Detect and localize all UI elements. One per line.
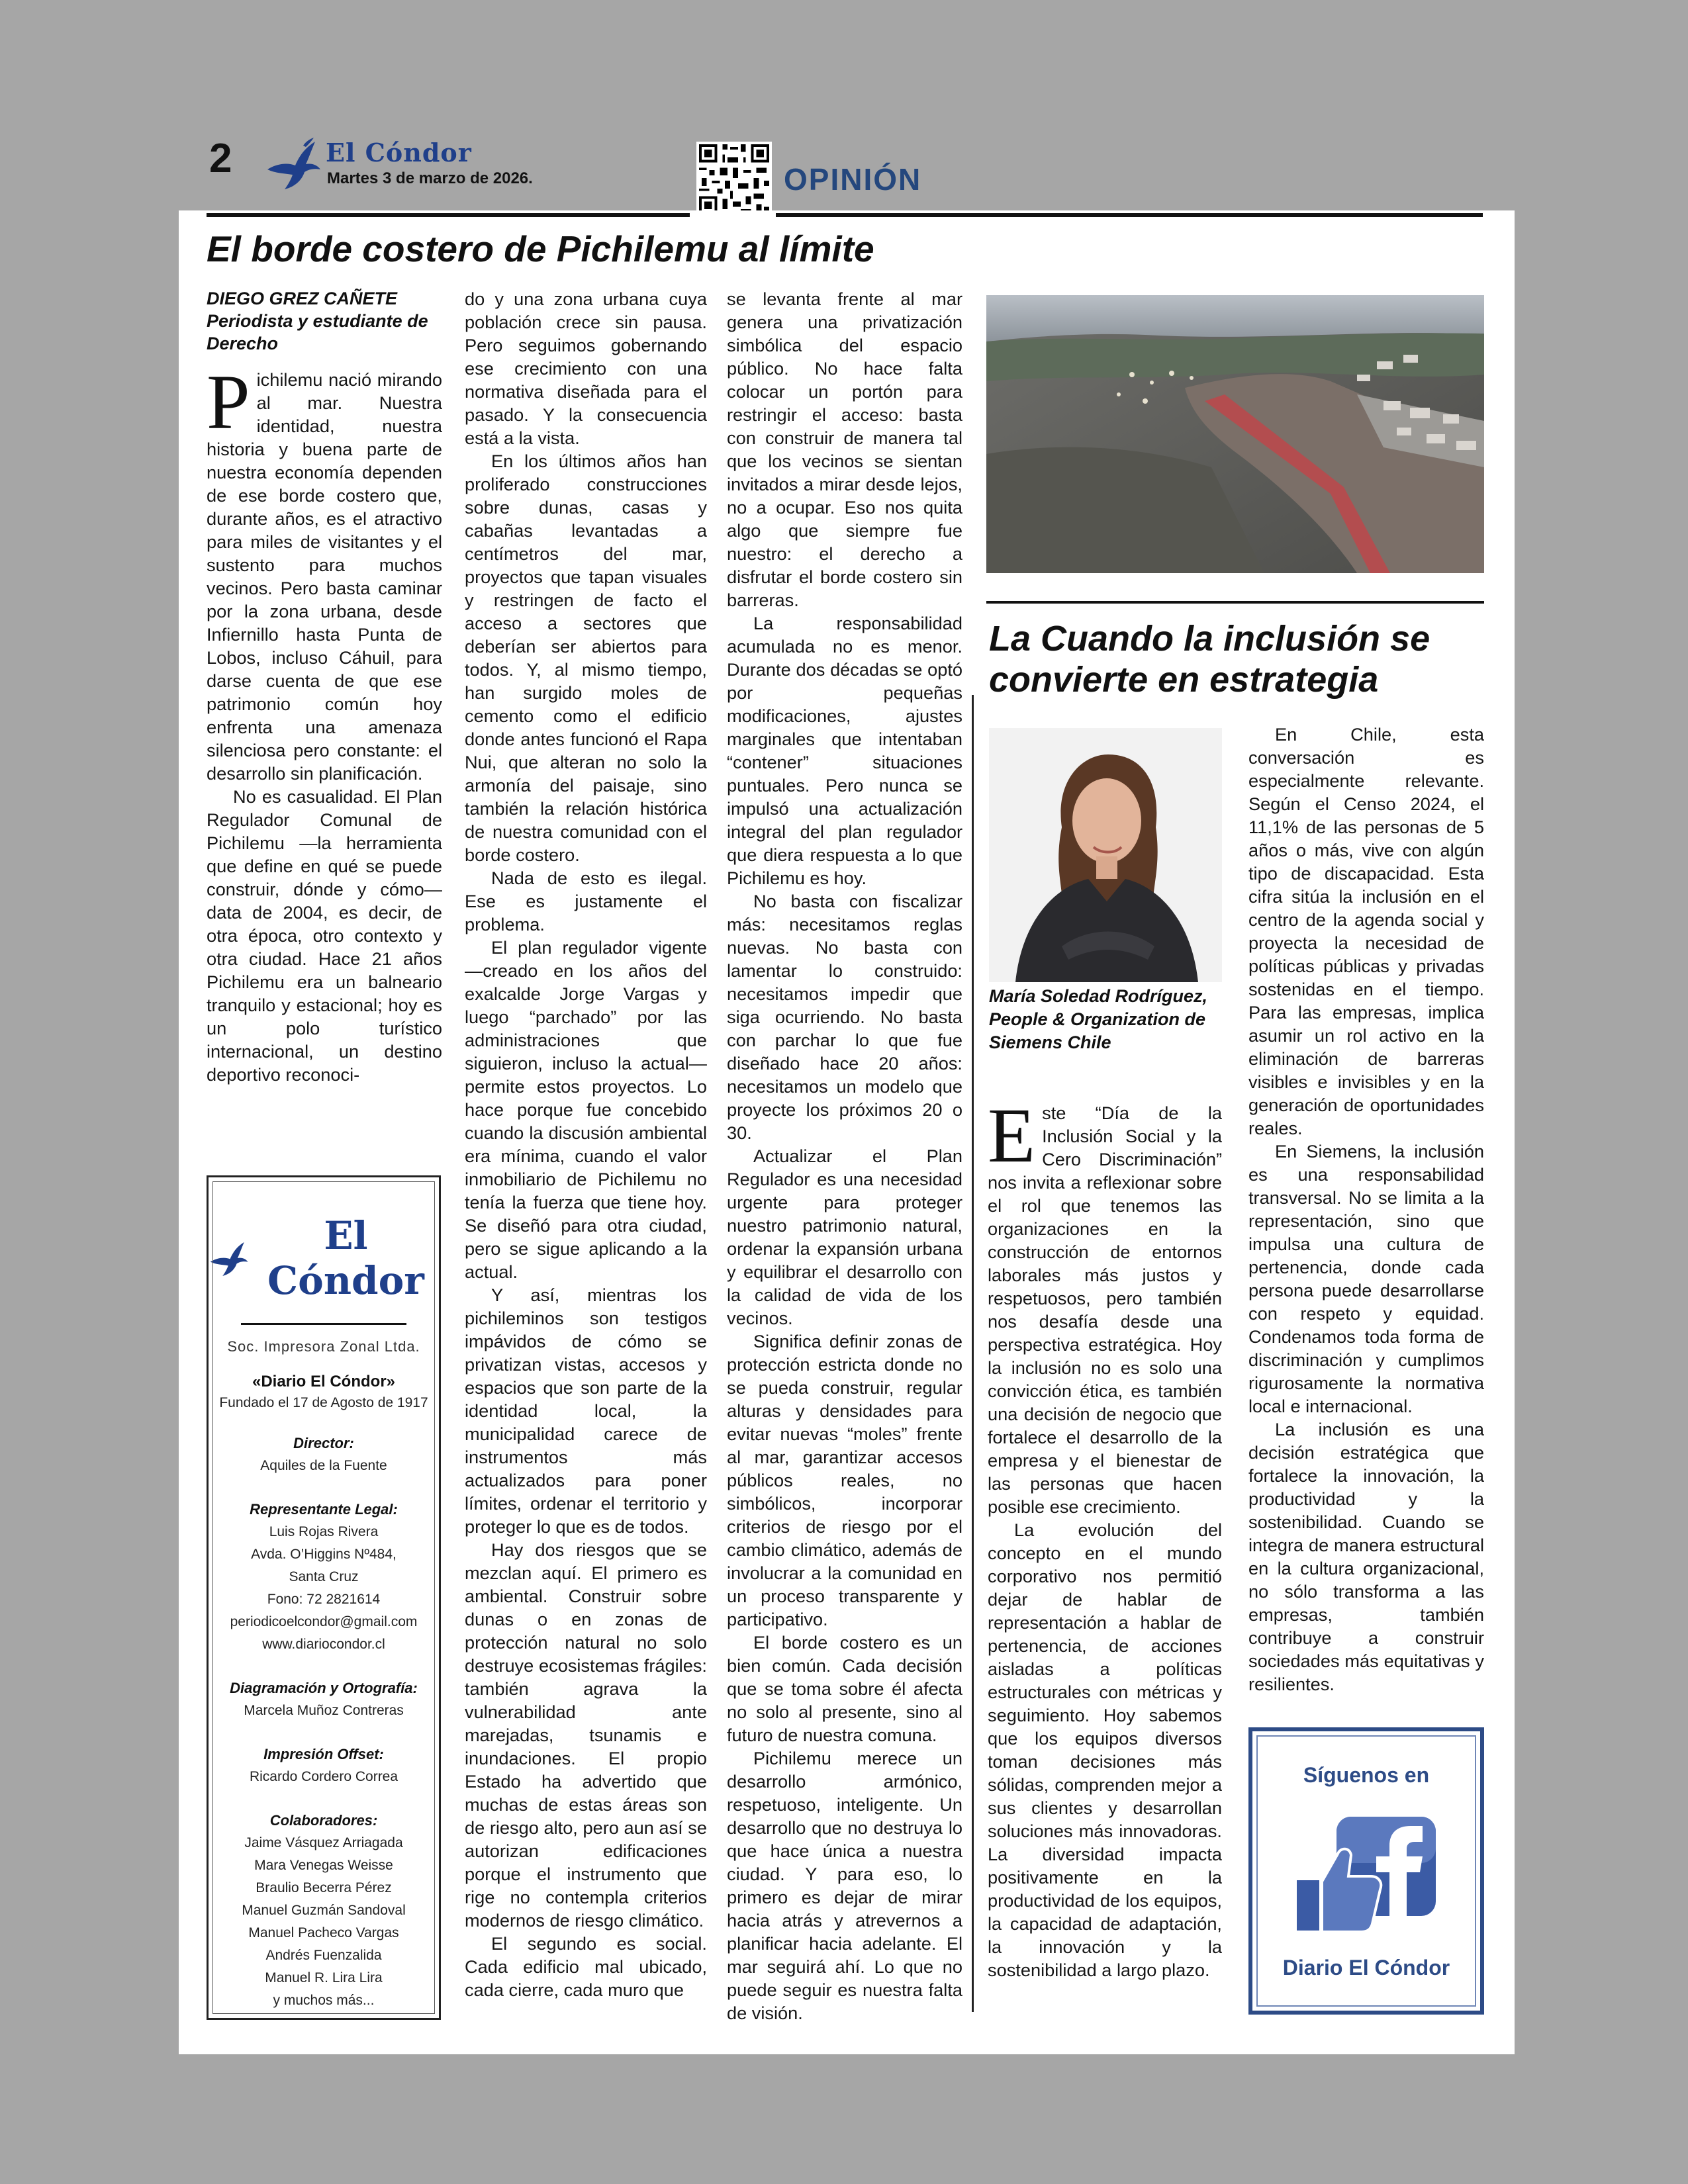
qr-code[interactable] — [696, 142, 772, 217]
article2-column-1 — [988, 1092, 1222, 1981]
masthead-legal-line: Avda. O’Higgins Nº484, — [251, 1547, 397, 1562]
article2-headline: La Cuando la inclusión se convierte en estrategia — [989, 619, 1430, 700]
masthead-box — [207, 1175, 441, 2020]
masthead-legal-line: Luis Rojas Rivera — [269, 1524, 379, 1539]
masthead-divider — [241, 1323, 406, 1325]
masthead-role-label: Diagramación y Ortografía: — [230, 1680, 418, 1696]
facebook-follow-box[interactable] — [1248, 1727, 1484, 2015]
article-paragraph: do y una zona urbana cuya población crece sin pausa. Pero seguimos gobernando ese crecimiento con una normativa diseñada para el pasado. Y la consecuencia está a la vista. — [465, 289, 707, 448]
masthead-collaborator: y muchos más... — [273, 1993, 375, 2008]
top-rule-left — [207, 213, 690, 217]
page-number: 2 — [209, 136, 232, 181]
article-paragraph: En Chile, esta conversación es especialmente relevante. Según el Censo 2024, el 11,1% de las personas de 5 años o más, vive con algún tipo de discapacidad. Esta cifra sitúa la inclusión en el centro de la agenda social y proyecta la necesidad de políticas públicas y privadas sostenidas en el tiempo. Para las empresas, implica asumir un rol activo en la eliminación de barreras visibles e invisibles y en la generación de oportunidades reales. — [1248, 724, 1484, 1138]
article1-headline: El borde costero de Pichilemu al límite — [207, 228, 874, 269]
article-paragraph: La inclusión es una decisión estratégica que fortalece la innovación, la productividad y la sostenibilidad. Cuando se integra de manera estructural en la cultura organizacional, no sólo transforma a las empresas, también contribuye a construir sociedades más equitativas y resilientes. — [1248, 1419, 1484, 1694]
masthead-role-label: Impresión Offset: — [263, 1746, 384, 1762]
masthead-email-link[interactable]: periodicoelcondor@gmail.com — [230, 1614, 418, 1629]
header-brand: El Cóndor — [326, 138, 472, 167]
article2-dropcap: E — [988, 1092, 1036, 1179]
article-paragraph: No basta con fiscalizar más: necesitamos reglas nuevas. No basta con lamentar lo construido: necesitamos impedir que siga ocurriendo. No basta con parchar lo que fue diseñado hace 20 años: necesitamos un modelo que proyecte los próximos 20 o 30. — [727, 891, 962, 1143]
article-paragraph: La evolución del concepto en el mundo corporativo nos permitió dejar de hablar de representación a hablar de pertenencia, de acciones aisladas a políticas estructurales con métricas y seguimiento. Hoy sabemos que los equipos diversos toman decisiones más sólidas, comprenden mejor a sus clientes y desarrollan soluciones más innovadoras. La diversidad impacta positivamente en la productividad de los equipos, la capacidad de adaptación, la innovación y la sostenibilidad a largo plazo. — [988, 1520, 1222, 1980]
masthead-collaborator: Andrés Fuenzalida — [265, 1948, 382, 1963]
article2-column-2 — [1248, 723, 1484, 1696]
article1-column-3 — [727, 287, 962, 2025]
masthead-collaborator: Manuel Pacheco Vargas — [248, 1925, 399, 1940]
masthead-paper-name: «Diario El Cóndor» — [252, 1373, 396, 1390]
author-portrait-photo — [989, 728, 1222, 982]
masthead-website-link[interactable]: www.diariocondor.cl — [262, 1637, 385, 1652]
portrait-caption: María Soledad Rodríguez, People & Organization de Siemens Chile — [989, 986, 1208, 1052]
masthead-collaborator: Braulio Becerra Pérez — [256, 1880, 392, 1895]
article-paragraph: Pichilemu merece un desarrollo armónico, respetuoso, inteligente. Un desarrollo que no destruya lo que hace única a nuestra ciudad. Y para eso, lo primero es dejar de mirar hacia atrás y atrevernos a planificar hacia adelante. El mar seguirá ahí. Lo que no puede seguir es nuestra falta de visión. — [727, 1748, 962, 2023]
article1-byline — [207, 287, 442, 355]
masthead-legal-line: Santa Cruz — [289, 1569, 359, 1584]
article-paragraph: En Siemens, la inclusión es una responsabilidad transversal. No se limita a la representación, sino que impulsa una cultura de pertenencia, donde cada persona puede desarrollarse con respeto y equidad. Condenamos toda forma de discriminación y cumplimos rigurosamente la normativa local e internacional. — [1248, 1141, 1484, 1416]
facebook-page-name: Diario El Cóndor — [1282, 1956, 1450, 1979]
article1-column-1 — [207, 287, 442, 1086]
article-paragraph: El plan regulador vigente —creado en los años del exalcalde Jorge Vargas y luego “parchado” por las administraciones que siguieron, incluso la actual— permite estos proyectos. Lo hace porque fue concebido cuando la discusión ambiental era mínima, cuando el valor inmobiliario de Pichilemu no tenía la fuerza que tiene hoy. Se diseñó para otra ciudad, pero se sigue aplicando a la actual. — [465, 937, 707, 1282]
masthead-collaborator: Jaime Vásquez Arriagada — [244, 1835, 403, 1850]
masthead-collaborator: Manuel R. Lira Lira — [265, 1970, 383, 1985]
article-paragraph: En los últimos años han proliferado construcciones sobre dunas, casas y cabañas levantadas a centímetros del mar, proyectos que tapan visuales y restringen de facto el acceso a sectores que deberían ser abiertos para todos. Y, al mismo tiempo, han surgido moles de cemento como el edificio donde antes funcionó el Rapa Nui, que alteran no solo la armonía del paisaje, sino también la relación histórica de nuestra comunidad con el borde costero. — [465, 451, 707, 865]
masthead-founded: Fundado el 17 de Agosto de 1917 — [219, 1395, 428, 1410]
article1-author: DIEGO GREZ CAÑETE — [207, 289, 398, 308]
article1-dropcap: P — [207, 359, 250, 445]
article-paragraph: El borde costero es un bien común. Cada decisión que se toma sobre él afecta no solo al presente, sino al futuro de nuestra comuna. — [727, 1632, 962, 1745]
condor-logo-icon — [265, 136, 322, 192]
masthead-logo — [209, 1213, 439, 1303]
masthead-role-label: Director: — [293, 1435, 354, 1451]
article2-lead-paragraph: Este “Día de la Inclusión Social y la Cero Discriminación” nos invita a reflexionar sobre el rol que tenemos las organizaciones en la construcción de entornos laborales más justos y respetuosos, pero también nos desafía desde una perspectiva estratégica. Hoy la inclusión no es solo una convicción ética, es también una decisión de negocio que fortalece el desarrollo de la empresa y el bienestar de las personas que hacen posible ese crecimiento. — [988, 1092, 1222, 1517]
masthead-role-label: Colaboradores: — [269, 1812, 378, 1829]
article1-author-role: Periodista y estudiante de Derecho — [207, 311, 428, 353]
masthead-layout: Marcela Muñoz Contreras — [244, 1703, 404, 1718]
article1-lead-paragraph: Pichilemu nació mirando al mar. Nuestra identidad, nuestra historia y buena parte de nuestra economía dependen de ese borde costero que, durante años, es el atractivo para miles de visitantes y el sustento para muchos vecinos. Pero basta caminar por la zona urbana, desde Infiernillo hasta Punta de Lobos, incluso Cáhuil, para darse cuenta de que ese patrimonio común hoy enfrenta una amenaza silenciosa pero constante: el desarrollo sin planificación. — [207, 359, 442, 784]
masthead-collaborator: Manuel Guzmán Sandoval — [242, 1903, 406, 1918]
header-date: Martes 3 de marzo de 2026. — [327, 169, 533, 187]
article-paragraph: El segundo es social. Cada edificio mal ubicado, cada cierre, cada muro que — [465, 1933, 707, 2000]
article-paragraph: Actualizar el Plan Regulador es una necesidad urgente para proteger nuestro patrimonio natural, ordenar la expansión urbana y equilibrar el desarrollo con la calidad de vida de los vecinos. — [727, 1146, 962, 1328]
section-label: OPINIÓN — [784, 162, 922, 197]
masthead-collaborator: Mara Venegas Weisse — [254, 1858, 393, 1873]
article-paragraph: Hay dos riesgos que se mezclan aquí. El primero es ambiental. Construir sobre dunas o en zonas de protección natural no solo destruye ecosistemas frágiles: también agrava la vulnerabilidad ante marejadas, tsunamis e inundaciones. El propio Estado ha advertido que muchas de estas áreas son de riesgo alto, pero aun así se autorizan edificaciones porque el instrumento que rige no contempla criterios modernos de riesgo climático. — [465, 1539, 707, 1931]
article-paragraph: No es casualidad. El Plan Regulador Comunal de Pichilemu —la herramienta que define en qué se puede construir, dónde y cómo— data de 2004, es decir, de otra época, otro contexto y otra ciudad. Hace 21 años Pichilemu era un balneario tranquilo y estacional; hoy es un polo turístico internacional, un destino deportivo reconoci- — [207, 786, 442, 1085]
column-divider — [972, 695, 974, 2012]
article-paragraph: La responsabilidad acumulada no es menor. Durante dos décadas se optó por pequeñas modificaciones, ajustes marginales que intentaban “contener” situaciones puntuales. Pero nunca se impulsó una actualización integral del plan regulador que diera respuesta a lo que Pichilemu es hoy. — [727, 613, 962, 888]
aerial-beach-photo — [986, 295, 1484, 573]
article2-top-rule — [986, 601, 1484, 604]
article1-column-2 — [465, 287, 707, 2001]
masthead-role-label: Representante Legal: — [250, 1501, 398, 1518]
masthead-phone: Fono: 72 2821614 — [267, 1592, 381, 1607]
article-paragraph: Y así, mientras los pichileminos son testigos impávidos de cómo se privatizan vistas, accesos y espacios que son parte de la identidad local, la municipalidad carece de instrumentos más actualizados para poner límites, ordenar el territorio y proteger lo que es de todos. — [465, 1285, 707, 1537]
masthead-director: Aquiles de la Fuente — [260, 1458, 387, 1473]
masthead-print: Ricardo Cordero Correa — [249, 1769, 399, 1784]
article-paragraph: se levanta frente al mar genera una privatización simbólica del espacio público. No hace falta colocar un portón para restringir el acceso: basta con construir de manera tal que los vecinos se sientan invitados a mirar desde lejos, no a ocupar. Eso nos quita algo que siempre fue nuestro: el derecho a disfrutar el borde costero sin barreras. — [727, 289, 962, 610]
masthead-brand: El Cóndor — [267, 1213, 424, 1303]
facebook-follow-title: Síguenos en — [1303, 1763, 1430, 1787]
top-rule-right — [776, 213, 1483, 217]
article-paragraph: Nada de esto es ilegal. Ese es justamente el problema. — [465, 868, 707, 934]
article-paragraph: Significa definir zonas de protección estricta donde no se pueda construir, regular alturas y densidades para evitar nuevas “moles” frente al mar, garantizar accesos públicos reales, no simbólicos, incorporar criterios de riesgo por el cambio climático, además de involucrar a la comunidad en un proceso transparente y participativo. — [727, 1331, 962, 1629]
masthead-company: Soc. Impresora Zonal Ltda. — [227, 1338, 420, 1355]
facebook-like-icon[interactable] — [1290, 1807, 1442, 1940]
condor-logo-icon — [209, 1236, 249, 1281]
